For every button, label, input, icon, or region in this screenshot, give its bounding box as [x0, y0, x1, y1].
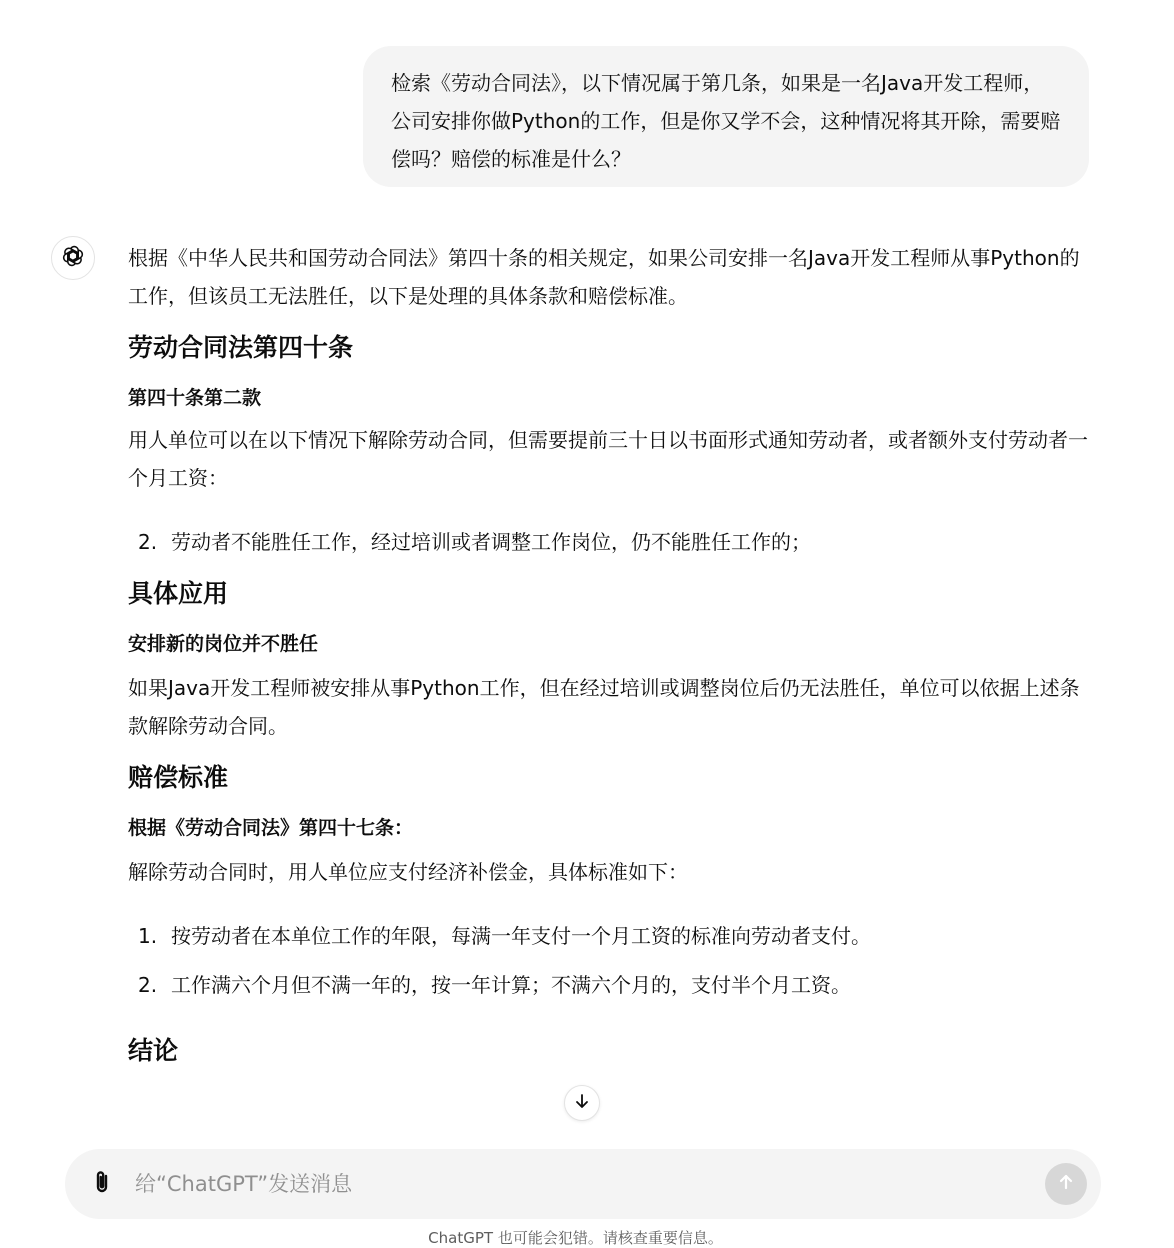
section-heading: 具体应用: [128, 579, 229, 608]
section-subheading: 根据《劳动合同法》第四十七条：: [128, 817, 414, 839]
section-body: 如果Java开发工程师被安排从事Python工作，但在经过培训或调整岗位后仍无法胜任，单位可以依据上述条款解除劳动合同。: [128, 676, 1080, 738]
send-button[interactable]: [1045, 1163, 1087, 1205]
list-item-text: 劳动者不能胜任工作，经过培训或者调整工作岗位，仍不能胜任工作的；: [171, 530, 811, 554]
message-input[interactable]: [135, 1166, 1035, 1202]
section-heading: 结论: [128, 1036, 179, 1065]
section-heading: 劳动合同法第四十条: [128, 333, 354, 362]
disclaimer-text: ChatGPT 也可能会犯错。请核查重要信息。: [428, 1229, 723, 1247]
user-message-bubble: [363, 46, 1089, 187]
assistant-message: [128, 239, 1093, 1070]
openai-logo-icon: [61, 244, 85, 272]
section-body: 解除劳动合同时，用人单位应支付经济补偿金，具体标准如下：: [128, 860, 688, 884]
section-heading: 赔偿标准: [128, 763, 229, 792]
list-item-text: 按劳动者在本单位工作的年限，每满一年支付一个月工资的标准向劳动者支付。: [171, 924, 871, 948]
section-subheading: 安排新的岗位并不胜任: [128, 633, 319, 655]
user-message-text: 检索《劳动合同法》，以下情况属于第几条，如果是一名Java开发工程师，公司安排你做Python的工作，但是你又学不会，这种情况将其开除，需要赔偿吗？赔偿的标准是什么？: [391, 71, 1061, 171]
paperclip-icon: [91, 1169, 113, 1199]
list-item-number: 1.: [138, 924, 158, 948]
list-item: [128, 966, 1093, 1004]
list-item: [128, 523, 1093, 561]
section-subheading: 第四十条第二款: [128, 387, 262, 409]
list-item-number: 2.: [138, 973, 158, 997]
assistant-intro: 根据《中华人民共和国劳动合同法》第四十条的相关规定，如果公司安排一名Java开发工程师从事Python的工作，但该员工无法胜任，以下是处理的具体条款和赔偿标准。: [128, 246, 1080, 308]
assistant-avatar: [51, 236, 95, 280]
attach-button[interactable]: [87, 1169, 117, 1199]
list-item: [128, 917, 1093, 955]
list-item-number: 2.: [138, 530, 158, 554]
section-body: 用人单位可以在以下情况下解除劳动合同，但需要提前三十日以书面形式通知劳动者，或者额外支付劳动者一个月工资：: [128, 428, 1088, 490]
arrow-up-icon: [1056, 1172, 1076, 1196]
message-composer: [65, 1149, 1101, 1219]
arrow-down-icon: [573, 1092, 591, 1114]
list-item-text: 工作满六个月但不满一年的，按一年计算；不满六个月的，支付半个月工资。: [171, 973, 851, 997]
scroll-to-bottom-button[interactable]: [564, 1085, 600, 1121]
